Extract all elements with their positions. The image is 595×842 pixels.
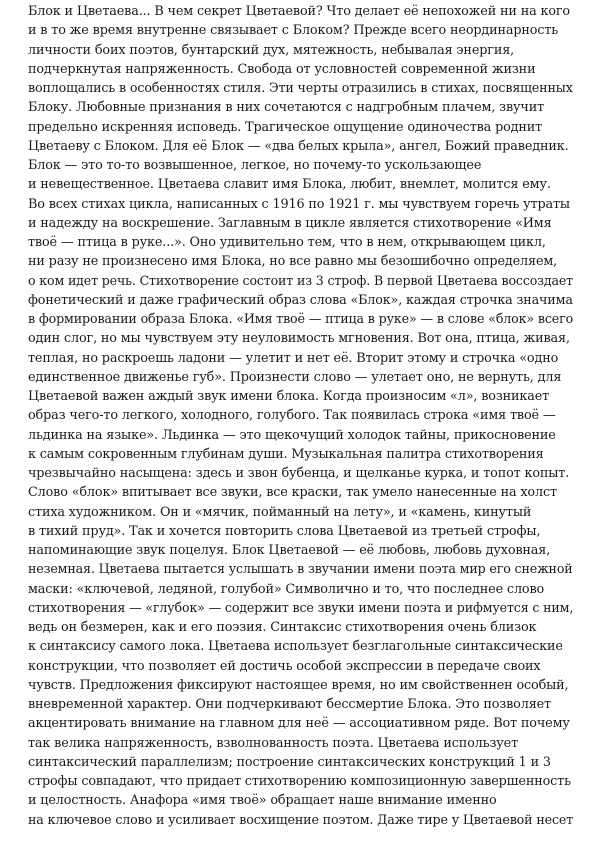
- text-line: льдинка на языке». Льдинка — это щекочущий холодок тайны, прикосновение: [28, 427, 556, 443]
- text-line: стихотворения — «глубок» — содержит все звуки имени поэта и рифмуется с ним,: [28, 600, 574, 616]
- text-line: Цветаевой важен аждый звук имени блока. Когда произносим «л», возникает: [28, 389, 550, 404]
- text-line: и целостность. Анафора «имя твоё» обращает наше внимание именно: [28, 793, 497, 809]
- text-line: предельно искренняя исповедь. Трагическое ощущение одиночества роднит: [28, 119, 543, 135]
- text-line: строфы совпадают, что придает стихотворению композиционную завершенность: [28, 774, 571, 789]
- text-line: конструкции, что позволяет ей достичь особой экспрессии в передаче своих: [28, 658, 541, 674]
- text-line: подчеркнутая напряженность. Свобода от условностей современной жизни: [28, 61, 536, 77]
- text-line: вневременной характер. Они подчеркивают бессмертие Блока. Это позволяет: [28, 697, 551, 712]
- text-line: к самым сокровенным глубинам души. Музыкальная палитра стихотворения: [28, 446, 544, 462]
- text-line: образ чего-то легкого, холодного, голубого. Так появилась строка «имя твоё —: [28, 408, 556, 424]
- text-line: Во всех стихах цикла, написанных с 1916 по 1921 г. мы чувствуем горечь утраты: [28, 196, 570, 212]
- text-line: фонетический и даже графический образ слова «Блок», каждая строчка значима: [28, 292, 573, 308]
- text-line: единственное движенье губ». Произнести слово — улетает оно, не вернуть, для: [28, 369, 562, 385]
- text-line: ни разу не произнесено имя Блока, но все равно мы безошибочно определяем,: [28, 254, 558, 270]
- essay-text: [28, 2, 573, 830]
- text-line: один слог, но мы чувствуем эту неуловимость мгновения. Вот она, птица, живая,: [28, 331, 570, 347]
- text-line: Слово «блок» впитывает все звуки, все краски, так умело нанесенные на холст: [28, 485, 557, 501]
- text-line: стиха художником. Он и «мячик, пойманный на лету», и «камень, кинутый: [28, 504, 532, 520]
- text-line: чрезвычайно насыщена: здесь и звон бубенца, и щелканье курка, и топот копыт.: [28, 466, 570, 481]
- text-line: в тихий пруд». Так и хочется повторить слова Цветаевой из третьей строфы,: [28, 523, 541, 539]
- text-line: в формировании образа Блока. «Имя твоё — птица в руке» — в слове «блок» всего: [28, 312, 574, 327]
- text-line: Блок и Цветаева... В чем секрет Цветаевой? Что делает её непохожей ни на кого: [28, 4, 570, 19]
- text-line: о ком идет речь. Стихотворение состоит из 3 строф. В первой Цветаева воссоздает: [28, 273, 573, 289]
- text-line: теплая, но раскроешь ладони — улетит и нет её. Вторит этому и строчка «одно: [28, 350, 559, 366]
- text-line: Цветаеву с Блоком. Для её Блок — «два белых крыла», ангел, Божий праведник.: [28, 138, 569, 154]
- text-line: напоминающие звук поцелуя. Блок Цветаевой — её любовь, любовь духовная,: [28, 543, 551, 558]
- text-line: воплощались в особенностях стиля. Эти черты отразились в стихах, посвященных: [28, 81, 573, 96]
- text-line: маски: «ключевой, ледяной, голубой» Символично и то, что последнее слово: [28, 581, 545, 597]
- text-line: и в то же время внутренне связывает с Блоком? Прежде всего неординарность: [28, 23, 559, 39]
- text-line: и надежду на воскрешение. Заглавным в цикле является стихотворение «Имя: [28, 215, 552, 231]
- text-line: чувств. Предложения фиксируют настоящее время, но им свойственнен особый,: [28, 677, 569, 693]
- text-line: на ключевое слово и усиливает восхищение поэтом. Даже тире у Цветаевой несет: [28, 812, 574, 828]
- text-line: твоё — птица в руке...». Оно удивительно тем, что в нем, открывающем цикл,: [28, 235, 546, 250]
- text-line: акцентировать внимание на главном для неё — ассоциативном ряде. Вот почему: [28, 716, 570, 732]
- text-line: личности боих поэтов, бунтарский дух, мятежность, небывалая энергия,: [28, 42, 515, 58]
- text-line: неземная. Цветаева пытается услышать в звучании имени поэта мир его снежной: [28, 562, 573, 578]
- text-line: синтаксический параллелизм; построение синтаксических конструкций 1 и 3: [28, 754, 551, 770]
- text-line: к синтаксису самого лока. Цветаева использует безглагольные синтаксические: [28, 639, 563, 655]
- text-line: Блок — это то-то возвышенное, легкое, но почему-то ускользающее: [28, 158, 482, 173]
- text-line: и невещественное. Цветаева славит имя Блока, любит, внемлет, молится ему.: [28, 177, 551, 193]
- text-line: так велика напряженность, взволнованность поэта. Цветаева использует: [28, 735, 519, 751]
- text-line: ведь он безмерен, как и его поэзия. Синтаксис стихотворения очень близок: [28, 620, 537, 635]
- text-line: Блоку. Любовные признания в них сочетаются с надгробным плачем, звучит: [28, 100, 545, 116]
